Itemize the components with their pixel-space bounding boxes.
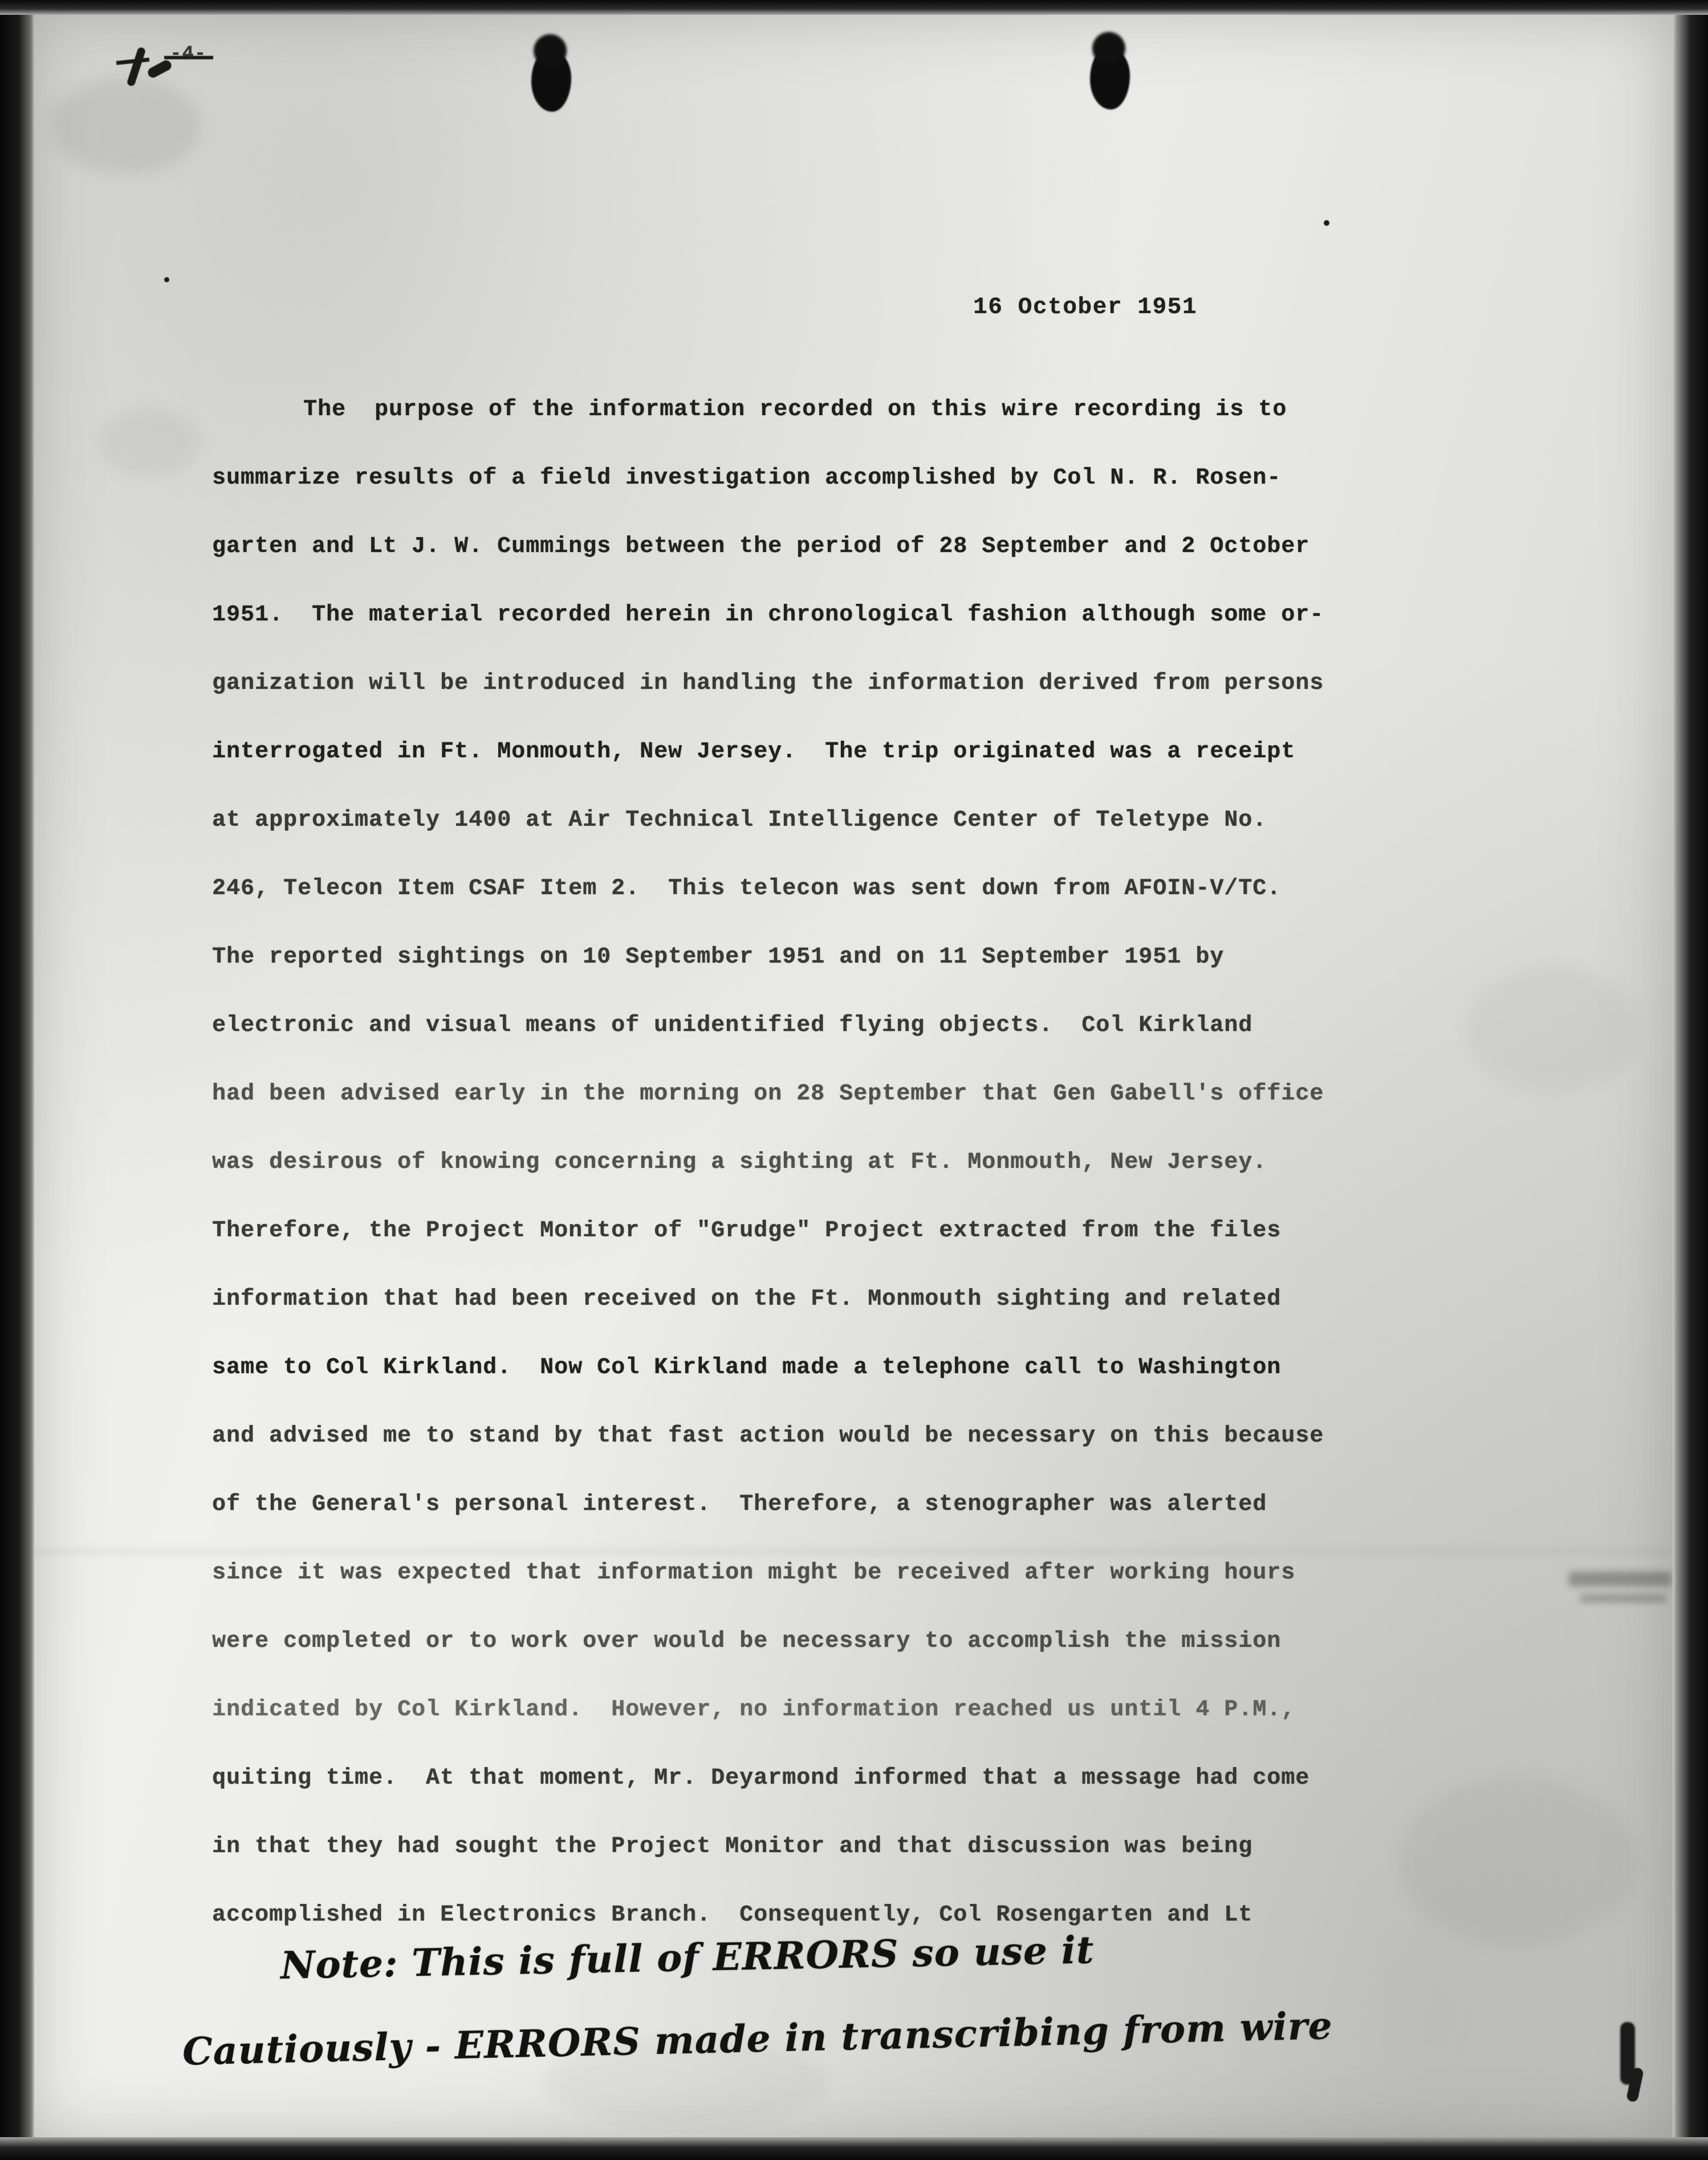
scan-top-edge [0,0,1708,15]
body-line: of the General's personal interest. Therefore, a stenographer was alerted [212,1492,1267,1517]
body-line: quiting time. At that moment, Mr. Deyarmond informed that a message had come [212,1765,1310,1791]
body-line: interrogated in Ft. Monmouth, New Jersey. The trip originated was a receipt [212,739,1296,765]
body-line: were completed or to work over would be necessary to accomplish the mission [212,1629,1282,1654]
body-line: was desirous of knowing concerning a sighting at Ft. Monmouth, New Jersey. [212,1150,1267,1175]
body-line: 1951. The material recorded herein in chronological fashion although some or- [212,602,1324,628]
body-line: and advised me to stand by that fast action would be necessary on this because [212,1423,1324,1449]
body-line: The reported sightings on 10 September 1951 and on 11 September 1951 by [212,944,1225,970]
body-line: Therefore, the Project Monitor of "Grudge" Project extracted from the files [212,1218,1282,1244]
document-date: 16 October 1951 [973,294,1198,320]
body-line: The purpose of the information recorded on this wire recording is to [303,397,1287,423]
paper-sheet [30,9,1674,2142]
body-line: electronic and visual means of unidentified flying objects. Col Kirkland [212,1013,1253,1038]
body-line: 246, Telecon Item CSAF Item 2. This telecon was sent down from AFOIN-V/TC. [212,876,1282,902]
handwritten-note-line-2: Cautiously - ERRORS made in transcribing from wire [182,2003,1333,2074]
handwritten-note-line-1: Note: This is full of ERRORS so use it [280,1927,1095,1988]
scan-left-edge [0,0,34,2160]
scan-right-edge [1673,0,1708,2160]
body-line: same to Col Kirkland. Now Col Kirkland made a telephone call to Washington [212,1355,1282,1381]
scan-bottom-edge [0,2137,1708,2160]
body-line: summarize results of a field investigation accomplished by Col N. R. Rosen- [212,465,1282,491]
body-line: garten and Lt J. W. Cummings between the period of 28 September and 2 October [212,534,1310,559]
body-line: information that had been received on the Ft. Monmouth sighting and related [212,1286,1282,1312]
body-line: accomplished in Electronics Branch. Consequently, Col Rosengarten and Lt [212,1902,1253,1928]
body-line: had been advised early in the morning on 28 September that Gen Gabell's office [212,1081,1324,1107]
body-line: ganization will be introduced in handling the information derived from persons [212,671,1324,696]
body-line: in that they had sought the Project Monitor and that discussion was being [212,1834,1253,1859]
body-line: indicated by Col Kirkland. However, no information reached us until 4 P.M., [212,1697,1296,1723]
page-marker: -4- [170,43,207,65]
typed-text-block [30,9,1674,2142]
body-line: since it was expected that information might be received after working hours [212,1560,1296,1586]
body-line: at approximately 1400 at Air Technical Intelligence Center of Teletype No. [212,807,1267,833]
